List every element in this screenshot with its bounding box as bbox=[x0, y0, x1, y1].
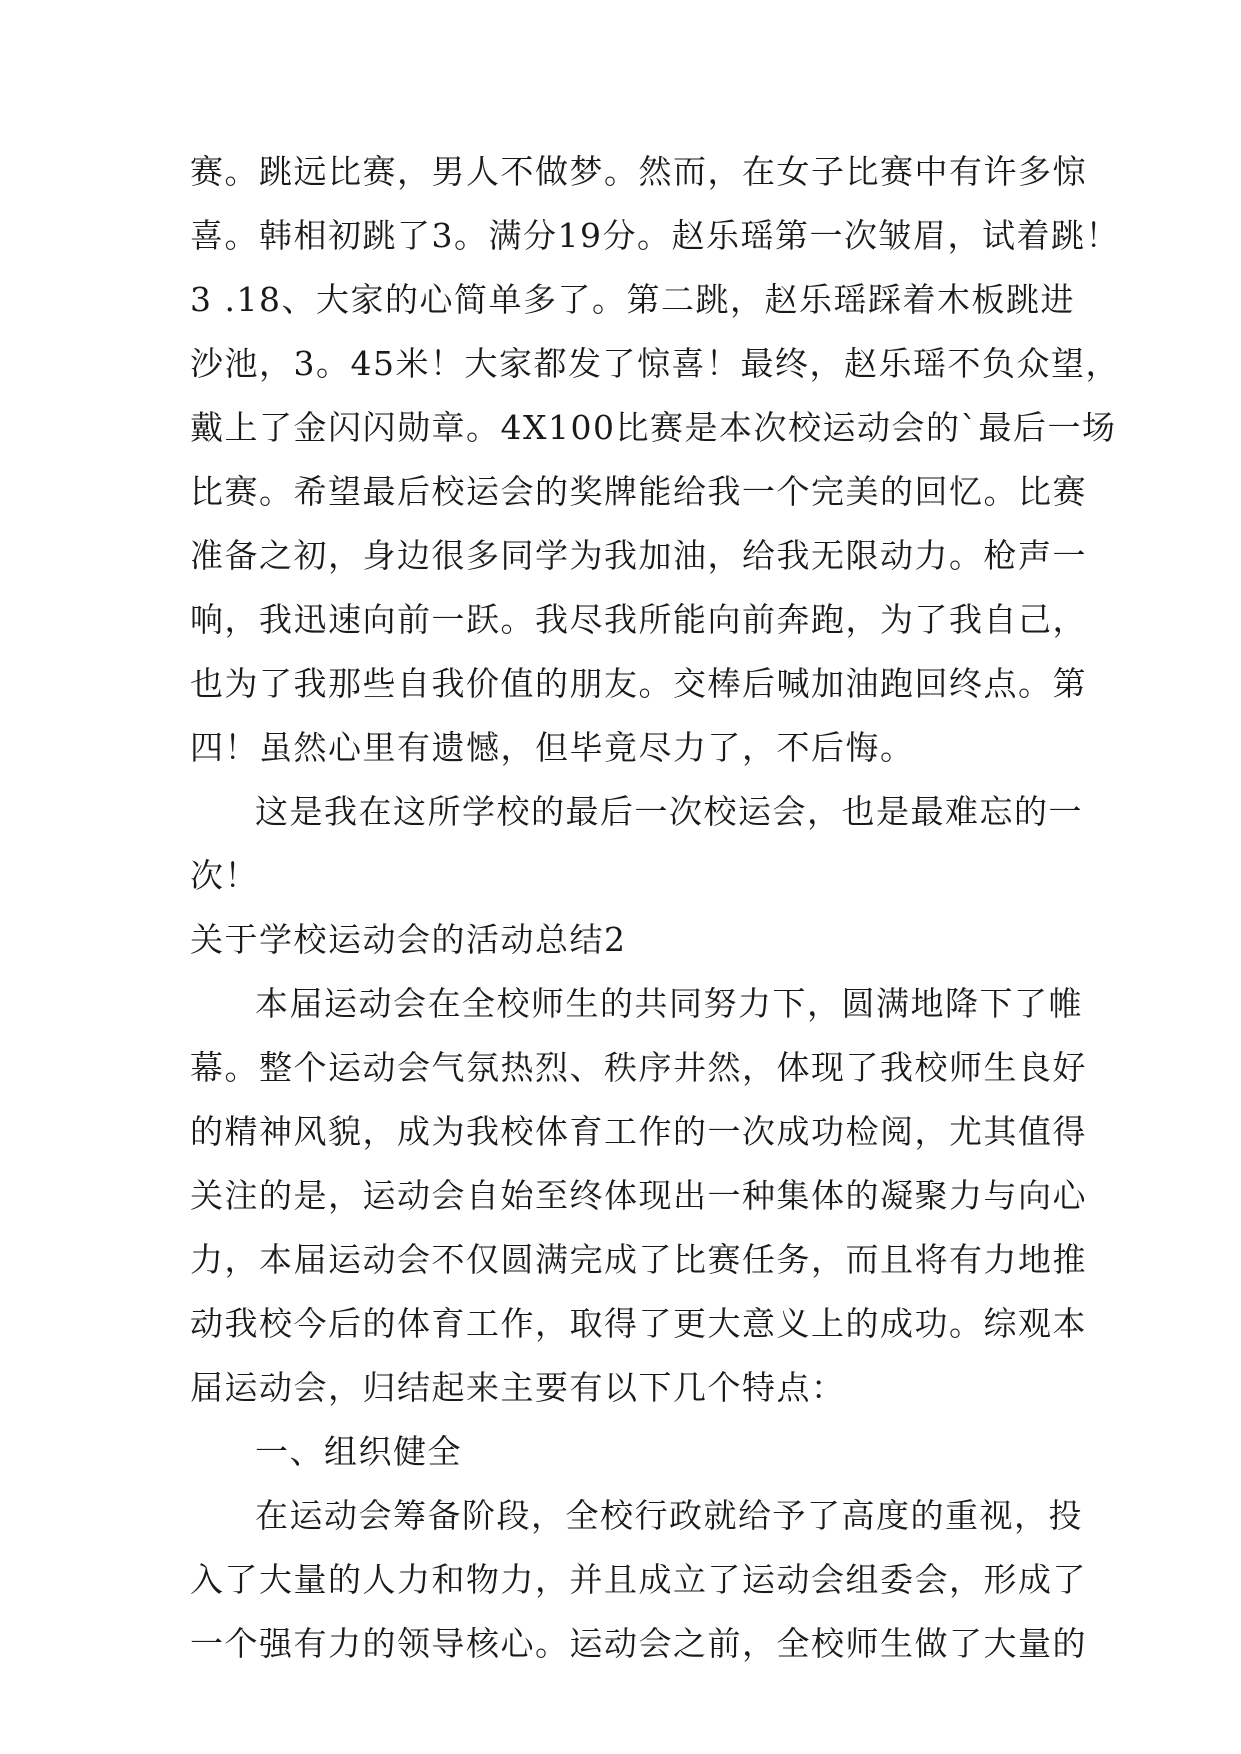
text-line: 喜。韩相初跳了3。满分19分。赵乐瑶第一次皱眉，试着跳！ bbox=[190, 216, 1120, 255]
text-line: 也为了我那些自我价值的朋友。交棒后喊加油跑回终点。第 bbox=[190, 664, 1087, 703]
text-line: 沙池，3。45米！大家都发了惊喜！最终，赵乐瑶不负众望， bbox=[190, 344, 1120, 383]
text-line: 这是我在这所学校的最后一次校运会，也是最难忘的一 bbox=[255, 792, 1083, 831]
text-line: 3 .18、大家的心简单多了。第二跳，赵乐瑶踩着木板跳进 bbox=[190, 280, 1075, 319]
text-line: 的精神风貌，成为我校体育工作的一次成功检阅，尤其值得 bbox=[190, 1112, 1087, 1151]
text-line: 次！ bbox=[190, 856, 259, 895]
text-line: 准备之初，身边很多同学为我加油，给我无限动力。枪声一 bbox=[190, 536, 1087, 575]
subsection-heading: 一、组织健全 bbox=[255, 1432, 462, 1471]
text-line: 在运动会筹备阶段，全校行政就给予了高度的重视，投 bbox=[255, 1496, 1083, 1535]
text-line: 入了大量的人力和物力，并且成立了运动会组委会，形成了 bbox=[190, 1560, 1087, 1599]
text-line: 幕。整个运动会气氛热烈、秩序井然，体现了我校师生良好 bbox=[190, 1048, 1087, 1087]
text-line: 本届运动会在全校师生的共同努力下，圆满地降下了帷 bbox=[255, 984, 1083, 1023]
text-line: 赛。跳远比赛，男人不做梦。然而，在女子比赛中有许多惊 bbox=[190, 152, 1087, 191]
text-line: 四！虽然心里有遗憾，但毕竟尽力了，不后悔。 bbox=[190, 728, 915, 767]
section-heading: 关于学校运动会的活动总结2 bbox=[190, 920, 627, 959]
text-line: 动我校今后的体育工作，取得了更大意义上的成功。综观本 bbox=[190, 1304, 1087, 1343]
text-line: 力，本届运动会不仅圆满完成了比赛任务，而且将有力地推 bbox=[190, 1240, 1087, 1279]
text-line: 比赛。希望最后校运会的奖牌能给我一个完美的回忆。比赛 bbox=[190, 472, 1087, 511]
text-line: 响，我迅速向前一跃。我尽我所能向前奔跑，为了我自己， bbox=[190, 600, 1087, 639]
text-line: 戴上了金闪闪勋章。4X100比赛是本次校运动会的`最后一场 bbox=[190, 408, 1117, 447]
text-line: 届运动会，归结起来主要有以下几个特点： bbox=[190, 1368, 846, 1407]
text-line: 关注的是，运动会自始至终体现出一种集体的凝聚力与向心 bbox=[190, 1176, 1087, 1215]
text-line: 一个强有力的领导核心。运动会之前，全校师生做了大量的 bbox=[190, 1624, 1087, 1663]
